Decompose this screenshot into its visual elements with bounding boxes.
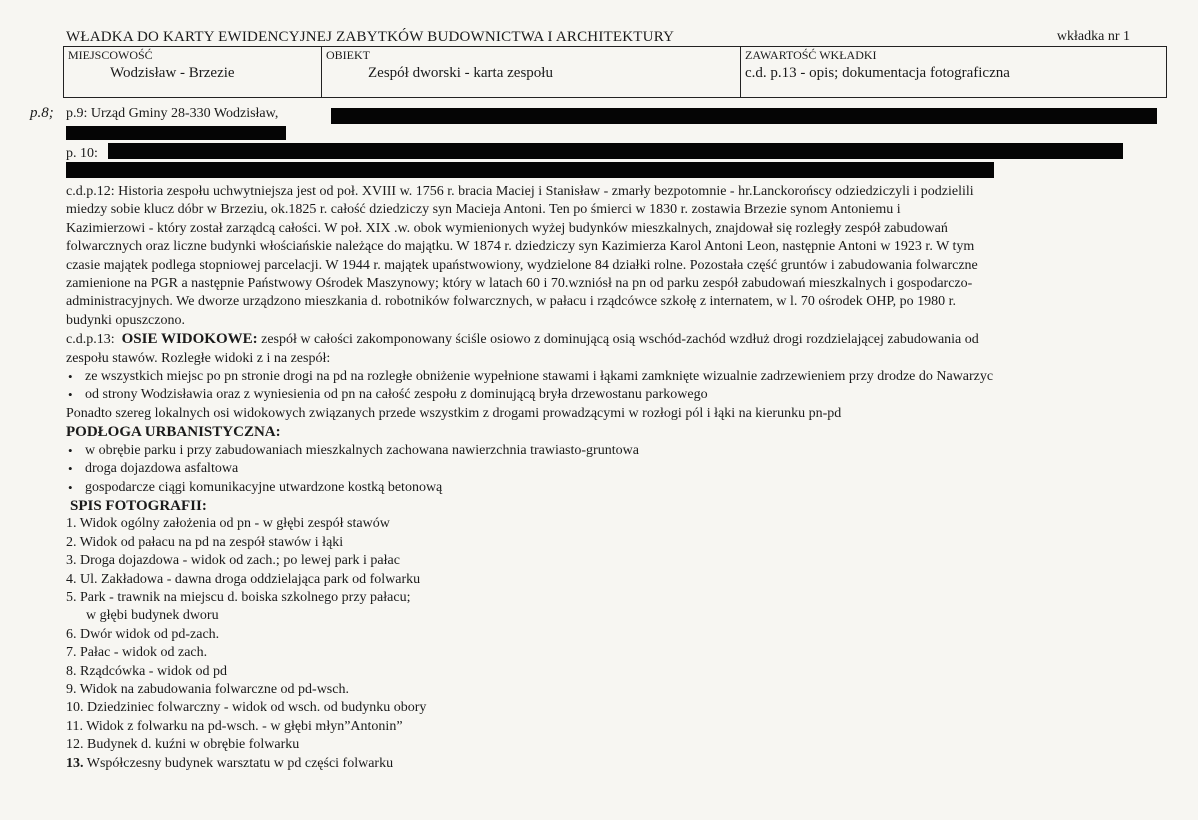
history-line: c.d.p.12: Historia zespołu uchwytniejsza jest od poł. XVIII w. 1756 r. bracia Maciej i Stanisław - zmarły bezpotomnie - hr.Lanckorońscy odziedziczyli i podzielili xyxy=(66,184,974,199)
axes-heading: OSIE WIDOKOWE: xyxy=(121,331,258,348)
axes-line: zespołu stawów. Rozległe widoki z i na zespół: xyxy=(66,350,331,366)
photo-text: Współczesny budynek warsztatu w pd części folwarku xyxy=(83,755,394,771)
axes-closing: Ponadto szereg lokalnych osi widokowych związanych przede wszystkim z drogami prowadzącymi w rozłogi pól i łąki na kierunku pn-pd xyxy=(66,405,842,421)
header-table xyxy=(63,46,1167,98)
insert-number: wkładka nr 1 xyxy=(1056,29,1130,44)
object-label: OBIEKT xyxy=(326,48,370,62)
axes-bullets xyxy=(66,368,1156,405)
list-item: 4. Ul. Zakładowa - dawna droga oddzielająca park od folwarku xyxy=(66,571,421,587)
p9-line: p.9: Urząd Gminy 28-330 Wodzisław, xyxy=(66,106,279,121)
photos-section xyxy=(66,497,1156,773)
list-item xyxy=(66,755,1156,773)
axes-prefix: c.d.p.13: xyxy=(66,332,115,348)
list-item: 6. Dwór widok od pd-zach. xyxy=(66,626,220,642)
redaction-bar xyxy=(66,126,286,140)
list-item: • gospodarcze ciągi komunikacyjne utwardzone kostką betonową xyxy=(66,479,1156,497)
history-line: miedzy sobie klucz dóbr w Brzeziu, ok.1825 r. całość dziedziczy syn Macieja Antoni. Ten po śmierci w 1830 r. zostawia Brzezie synom Antoniemu i xyxy=(66,202,901,218)
list-item: w głębi budynek dworu xyxy=(86,608,219,624)
list-item: 1. Widok ogólny założenia od pn - w głębi zespół stawów xyxy=(66,516,390,532)
list-item: 3. Droga dojazdowa - widok od zach.; po lewej park i pałac xyxy=(66,553,400,569)
location-label: MIEJSCOWOŚĆ xyxy=(68,48,153,62)
history-line: administracyjnych. We dworze urządzono mieszkania d. robotników folwarcznych, w pałacu i rządcówce szkołę z internatem, w l. 70 ośrodek OHP, po 1980 r. xyxy=(66,294,957,310)
handwritten-note: p.8; xyxy=(30,105,54,121)
list-item: • droga dojazdowa asfaltowa xyxy=(66,460,1156,478)
floor-heading: PODŁOGA URBANISTYCZNA: xyxy=(66,424,281,441)
location-cell xyxy=(64,47,322,97)
photo-number: 13. xyxy=(66,755,84,771)
list-item: 11. Widok z folwarku na pd-wsch. - w głębi młyn”Antonin” xyxy=(66,718,403,734)
list-item: 8. Rządcówka - widok od pd xyxy=(66,663,227,679)
list-item: • od strony Wodzisławia oraz z wyniesienia od pn na całość zespołu z dominującą bryła drzewostanu parkowego xyxy=(66,386,1156,404)
list-item: 5. Park - trawnik na miejscu d. boiska szkolnego przy pałacu; xyxy=(66,589,411,605)
axes-first-line xyxy=(66,330,1156,349)
list-item: 2. Widok od pałacu na pd na zespół stawów i łąki xyxy=(66,534,344,550)
history-line: folwarcznych oraz liczne budynki włościańskie należące do majątku. W 1874 r. dziedziczy syn Kazimierza Karol Antoni Leon, następnie Antoni w 1923 r. W tym xyxy=(66,239,975,255)
history-line: Kazimierzowi - który został zarządcą całości. W poł. XIX .w. obok wymienionych wyżej budynków mieszkalnych, znajdował się rozległy zespół zabudowań xyxy=(66,220,948,236)
document-title: WŁADKA DO KARTY EWIDENCYJNEJ ZABYTKÓW BUDOWNICTWA I ARCHITEKTURY xyxy=(66,29,675,45)
list-item: 9. Widok na zabudowania folwarczne od pd-wsch. xyxy=(66,681,349,697)
redaction-bar xyxy=(108,143,1123,159)
history-section xyxy=(66,183,1156,330)
photos-list xyxy=(66,515,1156,773)
history-line: czasie majątek podlega stopniowej parcelacji. W 1944 r. majątek upaństwowiony, wydzielone 84 działki rolne. Pozostała część gruntów i zabudowania folwarczne xyxy=(66,257,978,273)
p10-line: p. 10: xyxy=(66,146,98,161)
content-value: c.d. p.13 - opis; dokumentacja fotograficzna xyxy=(745,65,1010,81)
object-cell xyxy=(322,47,741,97)
list-item: • w obrębie parku i przy zabudowaniach mieszkalnych zachowana nawierzchnia trawiasto-gruntowa xyxy=(66,442,1156,460)
content-label: ZAWARTOŚĆ WKŁADKI xyxy=(745,48,877,62)
floor-bullets xyxy=(66,442,1156,497)
history-line: budynki opuszczono. xyxy=(66,312,185,328)
axes-text: zespół w całości zakomponowany ściśle osiowo z dominującą osią wschód-zachód wzdłuż drogi rozdzielającej zabudowania od xyxy=(257,332,979,348)
history-line: zamienione na PGR a następnie Państwowy Ośrodek Maszynowy; który w latach 60 i 70.wzniósł na pn od parku zespół zabudowań mieszkalnych i gospodarczo- xyxy=(66,276,973,292)
document-body xyxy=(66,183,1156,773)
list-item: 7. Pałac - widok od zach. xyxy=(66,645,208,661)
location-value: Wodzisław - Brzezie xyxy=(110,65,235,81)
list-item: 12. Budynek d. kuźni w obrębie folwarku xyxy=(66,737,300,753)
photos-heading: SPIS FOTOGRAFII: xyxy=(70,497,207,514)
list-item: 10. Dziedziniec folwarczny - widok od wsch. od budynku obory xyxy=(66,700,427,716)
redaction-bar xyxy=(66,162,994,178)
redaction-bar xyxy=(331,108,1157,124)
content-cell xyxy=(741,47,1166,97)
axes-section xyxy=(66,330,1156,423)
floor-section xyxy=(66,423,1156,497)
list-item: • ze wszystkich miejsc po pn stronie drogi na pd na rozległe obniżenie wypełnione stawami i łąkami zamknięte wizualnie zadrzewieniem przy drodze do Nawarzyc xyxy=(66,368,1156,386)
object-value: Zespół dworski - karta zespołu xyxy=(368,65,553,81)
